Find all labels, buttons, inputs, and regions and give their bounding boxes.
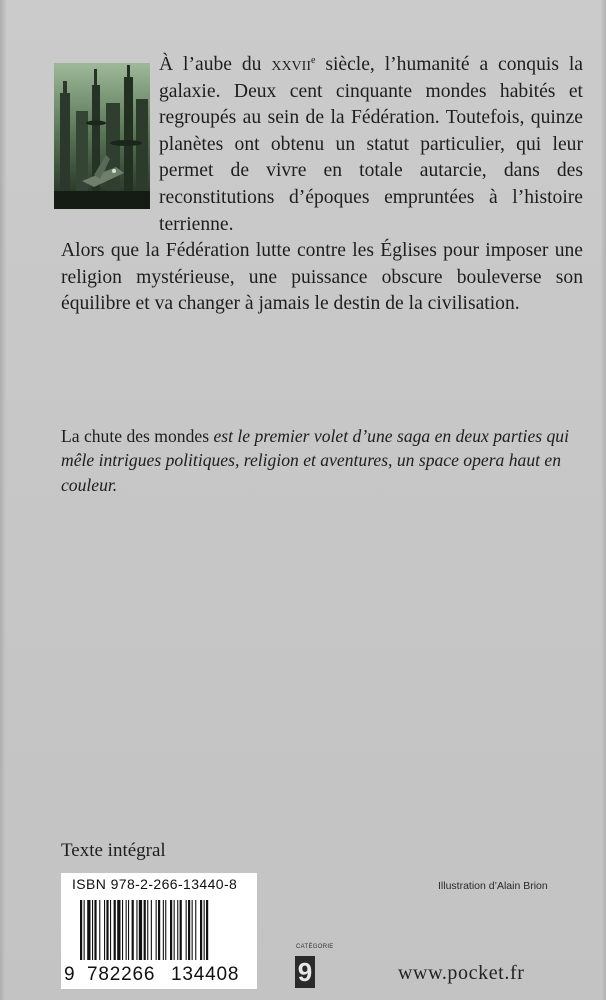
barcode-bar bbox=[106, 900, 108, 960]
barcode-digits-left: 782266 bbox=[87, 964, 156, 985]
barcode-bar bbox=[206, 900, 208, 960]
barcode-bar bbox=[114, 900, 116, 960]
barcode-bar bbox=[144, 900, 146, 960]
barcode-bar bbox=[99, 900, 100, 960]
barcode-bar bbox=[122, 900, 123, 960]
barcode-digits-right: 134408 bbox=[171, 964, 240, 985]
category-badge: 9 bbox=[295, 956, 315, 988]
category-label: CATÉGORIE bbox=[296, 944, 334, 950]
barcode-bar bbox=[94, 900, 96, 960]
blurb-text-start: À l’aube du bbox=[159, 54, 272, 75]
barcode-bar bbox=[139, 900, 142, 960]
barcode-bar bbox=[110, 900, 111, 960]
series-tagline bbox=[61, 424, 587, 497]
barcode-bar bbox=[136, 900, 137, 960]
century-suffix: e bbox=[310, 55, 316, 66]
barcode-bar bbox=[80, 900, 82, 960]
back-cover-blurb bbox=[61, 48, 583, 318]
barcode-bar bbox=[156, 900, 157, 960]
barcode-bar bbox=[128, 900, 129, 960]
century-numeral: xxvii bbox=[271, 54, 311, 75]
barcode-bar bbox=[117, 900, 120, 960]
barcode-bar bbox=[165, 900, 166, 960]
barcode-bar bbox=[163, 900, 164, 960]
publisher-website: www.pocket.fr bbox=[398, 962, 525, 984]
barcode-bar bbox=[186, 900, 187, 960]
unabridged-label: Texte intégral bbox=[61, 840, 166, 861]
barcode-bar bbox=[200, 900, 202, 960]
blurb-paragraph-2: Alors que la Fédération lutte contre les Églises pour imposer une religion mystérieuse, une puissance obscure bouleverse son équilibre et va changer à jamais le destin de la civilisation. bbox=[61, 240, 583, 315]
barcode-bar bbox=[84, 900, 85, 960]
barcode-bar bbox=[132, 900, 134, 960]
barcode-bar bbox=[87, 900, 90, 960]
barcode-bar bbox=[147, 900, 148, 960]
barcode-bar bbox=[204, 900, 205, 960]
cover-edge-left bbox=[0, 0, 6, 1000]
barcode-bar bbox=[180, 900, 182, 960]
ean-barcode bbox=[80, 900, 250, 966]
book-title: La chute des mondes bbox=[61, 426, 210, 446]
isbn-label: ISBN 978-2-266-13440-8 bbox=[72, 876, 238, 892]
tagline-text: est le premier volet d’une saga en deux parties qui mêle intrigues politiques, religion et aventures, un space opera haut en couleur. bbox=[61, 426, 569, 495]
barcode-bar bbox=[174, 900, 175, 960]
cover-edge-right bbox=[601, 0, 606, 1000]
barcode-bar bbox=[192, 900, 193, 960]
barcode-bar bbox=[177, 900, 178, 960]
barcode-bar bbox=[126, 900, 127, 960]
barcode-bar bbox=[195, 900, 196, 960]
barcode-digit-prefix: 9 bbox=[64, 964, 75, 985]
barcode-bar bbox=[104, 900, 105, 960]
barcode-bar bbox=[170, 900, 172, 960]
thumbnail-spacer bbox=[61, 48, 159, 230]
barcode-bar bbox=[92, 900, 93, 960]
barcode-bar bbox=[188, 900, 190, 960]
barcode-bar bbox=[151, 900, 152, 960]
illustration-credit: Illustration d’Alain Brion bbox=[438, 880, 548, 892]
barcode-bar bbox=[158, 900, 160, 960]
blurb-text-rest: siècle, l’humanité a conquis la galaxie. Deux cent cinquante mondes habités et regroupés au sein de la Fédération. Toutefois, quinze planètes ont obtenu un statut particulier, qui leur permet de vivre en totale autarcie, dans des reconstitutions d’époques empruntées à l’histoire terrienne. bbox=[159, 54, 583, 235]
